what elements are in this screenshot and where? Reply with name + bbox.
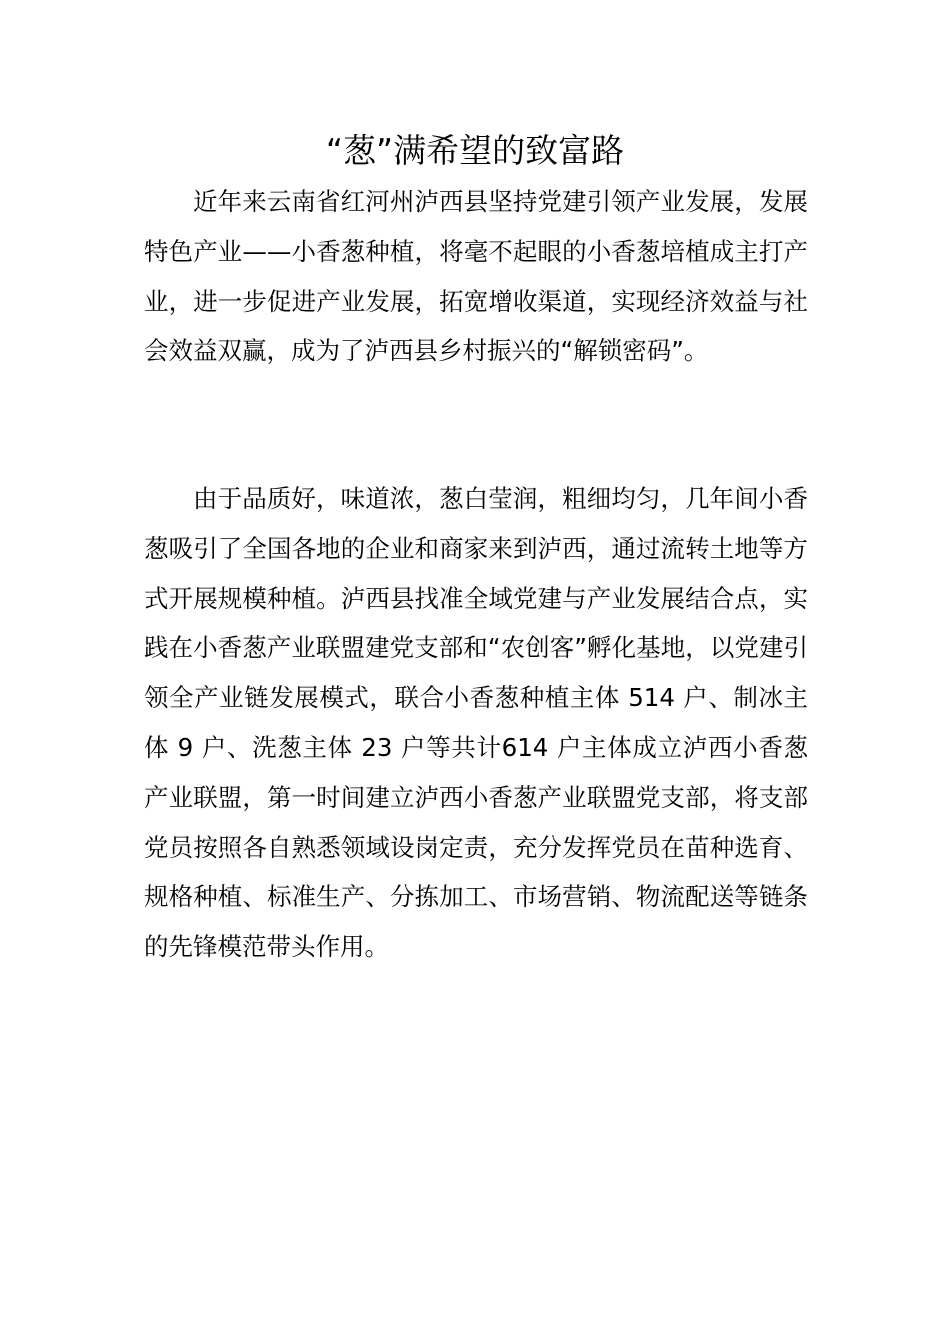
paragraph-intro: 近年来云南省红河州泸西县坚持党建引领产业发展，发展特色产业——小香葱种植，将毫不起眼的小香葱培植成主打产业，进一步促进产业发展，拓宽增收渠道，实现经济效益与社会效益双赢，成为了泸西县乡村振兴的“解锁密码”。 [144, 187, 808, 366]
document-title: “葱”满希望的致富路 [325, 131, 625, 170]
paragraph-body: 由于品质好，味道浓，葱白莹润，粗细均匀，几年间小香葱吸引了全国各地的企业和商家来到泸西，通过流转土地等方式开展规模种植。泸西县找准全域党建与产业发展结合点，实践在小香葱产业联盟建党支部和“农创客”孵化基地，以党建引领全产业链发展模式，联合小香葱种植主体 514 户、制冰主体 9 户、洗葱主体 23 户等共计614 户主体成立泸西小香葱产业联盟，第一时间建立泸西小香葱产业联盟党支部，将支部党员按照各自熟悉领域设岗定责，充分发挥党员在苗种选育、规格种植、标准生产、分拣加工、市场营销、物流配送等链条的先锋模范带头作用。 [144, 484, 808, 962]
